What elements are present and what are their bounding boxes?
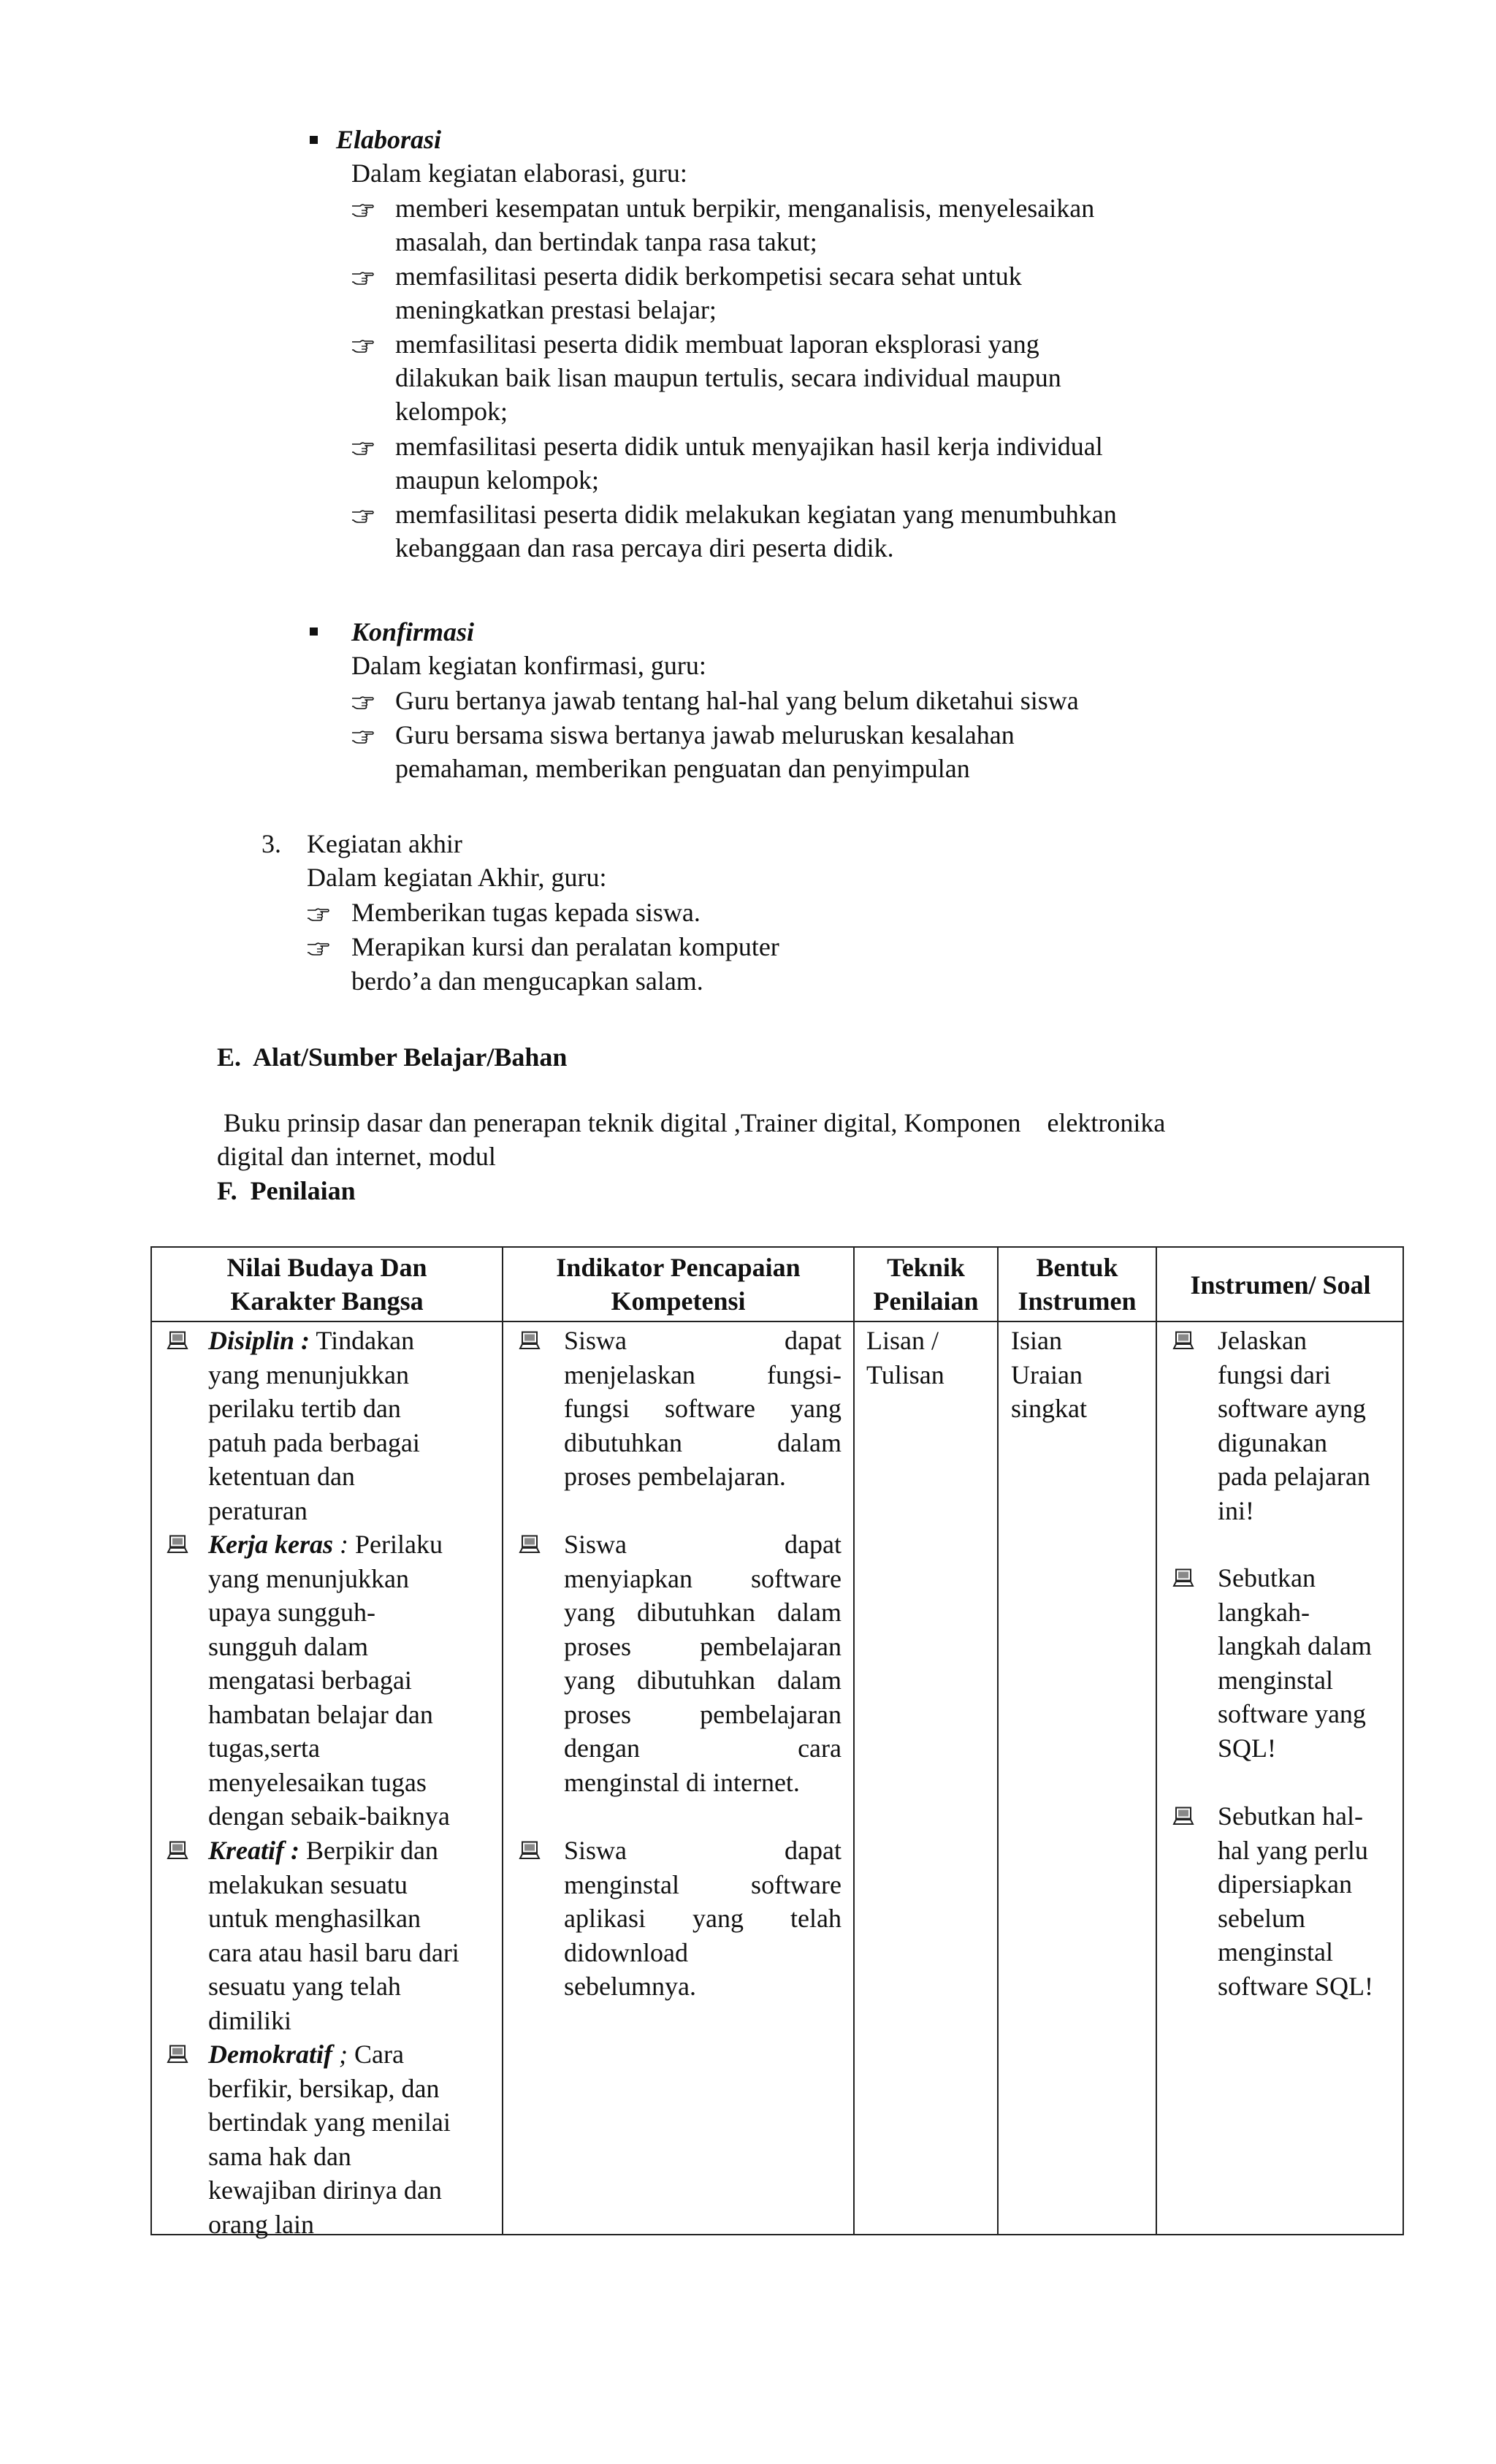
indikator-text: dengan cara	[564, 1733, 842, 1763]
computer-icon	[167, 1331, 188, 1350]
list-item: memfasilitasi peserta didik melakukan kegiatan yang menumbuhkan	[395, 500, 1117, 529]
header-line: Karakter Bangsa	[230, 1286, 424, 1316]
list-item: kebanggaan dan rasa percaya diri peserta didik.	[395, 533, 894, 562]
list-item: memfasilitasi peserta didik berkompetisi secara sehat untuk	[395, 262, 1022, 291]
indikator-item	[564, 1834, 842, 2004]
nilai-text: tugas,serta	[208, 1733, 320, 1763]
table-header-divider	[150, 1321, 1404, 1322]
nilai-separator: :	[333, 1530, 348, 1559]
indikator-text: fungsi software yang	[564, 1394, 842, 1423]
pointing-hand-icon	[351, 440, 375, 457]
list-item: memfasilitasi peserta didik untuk menyajikan hasil kerja individual	[395, 432, 1103, 461]
header-line: Indikator Pencapaian	[556, 1253, 801, 1282]
column-divider	[853, 1246, 855, 2235]
list-item: dilakukan baik lisan maupun tertulis, secara individual maupun	[395, 363, 1061, 392]
table-header-cell	[855, 1251, 997, 1318]
section-e-heading: E. Alat/Sumber Belajar/Bahan	[217, 1042, 568, 1072]
konfirmasi-intro: Dalam kegiatan konfirmasi, guru:	[351, 651, 706, 680]
soal-item	[1218, 1799, 1400, 2003]
bentuk-text: Isian	[1011, 1326, 1062, 1355]
nilai-text: melakukan sesuatu	[208, 1869, 408, 1899]
header-line: Instrumen/ Soal	[1190, 1270, 1371, 1300]
list-item: Guru bersama siswa bertanya jawab meluruskan kesalahan	[395, 720, 1015, 750]
nilai-text: Perilaku	[348, 1530, 443, 1559]
soal-text: digunakan	[1218, 1427, 1327, 1457]
nilai-text: dimiliki	[208, 2005, 292, 2035]
nilai-term: Kreatif :	[208, 1836, 299, 1865]
soal-text: langkah-	[1218, 1597, 1310, 1627]
list-item: pemahaman, memberikan penguatan dan penyimpulan	[395, 754, 970, 783]
soal-text: Sebutkan hal-	[1218, 1801, 1363, 1831]
indikator-text: proses pembelajaran.	[564, 1462, 786, 1491]
nilai-text: peraturan	[208, 1495, 308, 1525]
nilai-separator: ;	[332, 2040, 348, 2069]
header-line: Kompetensi	[611, 1286, 746, 1316]
pointing-hand-icon	[351, 337, 375, 355]
nilai-item	[208, 2037, 493, 2241]
list-item: kelompok;	[395, 397, 508, 426]
soal-text: dipersiapkan	[1218, 1869, 1352, 1899]
teknik-cell	[866, 1324, 991, 1392]
section-e-text: digital dan internet, modul	[217, 1142, 496, 1171]
nilai-text: hambatan belajar dan	[208, 1699, 433, 1729]
nilai-term: Demokratif	[208, 2040, 332, 2069]
list-item: memfasilitasi peserta didik membuat laporan eksplorasi yang	[395, 329, 1039, 359]
nilai-text: Tindakan	[310, 1326, 415, 1355]
header-line: Bentuk	[1036, 1253, 1118, 1282]
nilai-text: mengatasi berbagai	[208, 1666, 412, 1695]
kegiatan-akhir-intro: Dalam kegiatan Akhir, guru:	[307, 863, 607, 892]
nilai-term: Kerja keras	[208, 1530, 333, 1559]
nilai-text: sesuatu yang telah	[208, 1972, 401, 2001]
computer-icon	[167, 1535, 188, 1554]
soal-text: software ayng	[1218, 1394, 1366, 1423]
indikator-text: proses pembelajaran	[564, 1699, 842, 1729]
pointing-hand-icon	[307, 906, 330, 923]
soal-text: hal yang perlu	[1218, 1835, 1368, 1865]
nilai-text: orang lain	[208, 2209, 314, 2239]
indikator-text: didownload	[564, 1937, 688, 1967]
nilai-item	[208, 1834, 493, 2037]
nilai-text: yang menunjukkan	[208, 1563, 409, 1593]
soal-text: sebelum	[1218, 1903, 1305, 1933]
nilai-text: yang menunjukkan	[208, 1359, 409, 1389]
soal-text: software SQL!	[1218, 1971, 1373, 2001]
nilai-text: patuh pada berbagai	[208, 1427, 420, 1457]
header-line: Nilai Budaya Dan	[226, 1253, 427, 1282]
nilai-text: upaya sungguh-	[208, 1598, 375, 1627]
column-divider	[997, 1246, 999, 2235]
pointing-hand-icon	[351, 694, 375, 712]
column-divider	[502, 1246, 503, 2235]
list-item: Guru bertanya jawab tentang hal-hal yang belum diketahui siswa	[395, 686, 1079, 715]
pointing-hand-icon	[351, 508, 375, 525]
nilai-text: bertindak yang menilai	[208, 2108, 451, 2137]
soal-text: SQL!	[1218, 1733, 1276, 1763]
computer-icon	[1172, 1331, 1194, 1350]
pointing-hand-icon	[351, 728, 375, 746]
computer-icon	[519, 1331, 541, 1350]
nilai-text: berfikir, bersikap, dan	[208, 2073, 440, 2103]
soal-text: menginstal	[1218, 1665, 1333, 1695]
indikator-text: menginstal software	[564, 1869, 842, 1899]
computer-icon	[1172, 1568, 1194, 1587]
konfirmasi-title: Konfirmasi	[351, 617, 475, 646]
pointing-hand-icon	[307, 940, 330, 958]
bentuk-cell	[1011, 1324, 1150, 1426]
computer-icon	[167, 1841, 188, 1860]
indikator-text: aplikasi yang telah	[564, 1904, 842, 1933]
elaborasi-title: Elaborasi	[336, 125, 442, 154]
elaborasi-intro: Dalam kegiatan elaborasi, guru:	[351, 159, 687, 188]
table-header-cell	[152, 1251, 502, 1318]
teknik-text: Lisan /	[866, 1326, 939, 1355]
indikator-text: menjelaskan fungsi-	[564, 1359, 842, 1389]
indikator-item	[564, 1527, 842, 1799]
column-divider	[1156, 1246, 1157, 2235]
teknik-text: Tulisan	[866, 1359, 944, 1389]
indikator-text: dibutuhkan dalam	[564, 1427, 842, 1457]
indikator-text: menyiapkan software	[564, 1563, 842, 1593]
soal-text: fungsi dari	[1218, 1359, 1331, 1389]
nilai-text: cara atau hasil baru dari	[208, 1937, 459, 1967]
nilai-text: sama hak dan	[208, 2141, 351, 2171]
pointing-hand-icon	[351, 202, 375, 219]
computer-icon	[1172, 1807, 1194, 1826]
indikator-text: yang dibutuhkan dalam	[564, 1598, 842, 1627]
nilai-text: menyelesaikan tugas	[208, 1767, 427, 1797]
pointing-hand-icon	[351, 270, 375, 287]
nilai-item	[208, 1527, 493, 1834]
soal-text: Jelaskan	[1218, 1326, 1307, 1355]
computer-icon	[167, 2045, 188, 2064]
bentuk-text: Uraian	[1011, 1359, 1083, 1389]
indikator-text: proses pembelajaran	[564, 1631, 842, 1661]
indikator-text: Siswa dapat	[564, 1530, 842, 1559]
soal-item	[1218, 1561, 1400, 1765]
indikator-text: Siswa dapat	[564, 1836, 842, 1865]
list-item: memberi kesempatan untuk berpikir, menganalisis, menyelesaikan	[395, 194, 1095, 223]
nilai-item	[208, 1324, 493, 1527]
indikator-item	[564, 1324, 842, 1494]
nilai-text: untuk menghasilkan	[208, 1904, 421, 1933]
soal-text: langkah dalam	[1218, 1631, 1372, 1660]
nilai-text: perilaku tertib dan	[208, 1394, 401, 1423]
table-header-cell	[503, 1251, 853, 1318]
header-line: Teknik	[887, 1253, 965, 1282]
soal-text: pada pelajaran	[1218, 1462, 1370, 1491]
list-item: Memberikan tugas kepada siswa.	[351, 898, 701, 927]
indikator-text: menginstal di internet.	[564, 1767, 800, 1797]
kegiatan-akhir-closing: berdo’a dan mengucapkan salam.	[351, 966, 703, 996]
soal-text: menginstal	[1218, 1937, 1333, 1967]
computer-icon	[519, 1841, 541, 1860]
bullet-square-icon	[310, 136, 318, 144]
nilai-text: ketentuan dan	[208, 1462, 355, 1491]
header-line: Penilaian	[873, 1286, 979, 1316]
indikator-text: sebelumnya.	[564, 1972, 696, 2001]
nilai-text: dengan sebaik-baiknya	[208, 1801, 450, 1831]
list-item: masalah, dan bertindak tanpa rasa takut;	[395, 227, 817, 256]
nilai-text: kewajiban dirinya dan	[208, 2175, 442, 2205]
table-header-cell	[1157, 1268, 1404, 1302]
soal-item	[1218, 1324, 1400, 1527]
list-item: meningkatkan prestasi belajar;	[395, 295, 717, 324]
header-line: Instrumen	[1018, 1286, 1137, 1316]
list-item: maupun kelompok;	[395, 465, 599, 495]
indikator-text: Siswa dapat	[564, 1326, 842, 1355]
kegiatan-akhir-number: 3.	[262, 829, 281, 858]
nilai-text: Berpikir dan	[299, 1836, 438, 1865]
indikator-text: yang dibutuhkan dalam	[564, 1666, 842, 1695]
list-item: Merapikan kursi dan peralatan komputer	[351, 932, 779, 961]
nilai-text: sungguh dalam	[208, 1631, 368, 1661]
soal-text: software yang	[1218, 1699, 1366, 1728]
soal-text: Sebutkan	[1218, 1563, 1316, 1593]
nilai-text: Cara	[347, 2040, 404, 2069]
kegiatan-akhir-title: Kegiatan akhir	[307, 829, 462, 858]
bentuk-text: singkat	[1011, 1394, 1087, 1423]
bullet-square-icon	[310, 628, 318, 636]
table-header-cell	[999, 1251, 1156, 1318]
computer-icon	[519, 1535, 541, 1554]
soal-text: ini!	[1218, 1495, 1254, 1525]
section-e-text: Buku prinsip dasar dan penerapan teknik digital ,Trainer digital, Komponen elektronika	[217, 1108, 1166, 1137]
nilai-term: Disiplin :	[208, 1326, 310, 1355]
section-f-heading: F. Penilaian	[217, 1176, 356, 1205]
